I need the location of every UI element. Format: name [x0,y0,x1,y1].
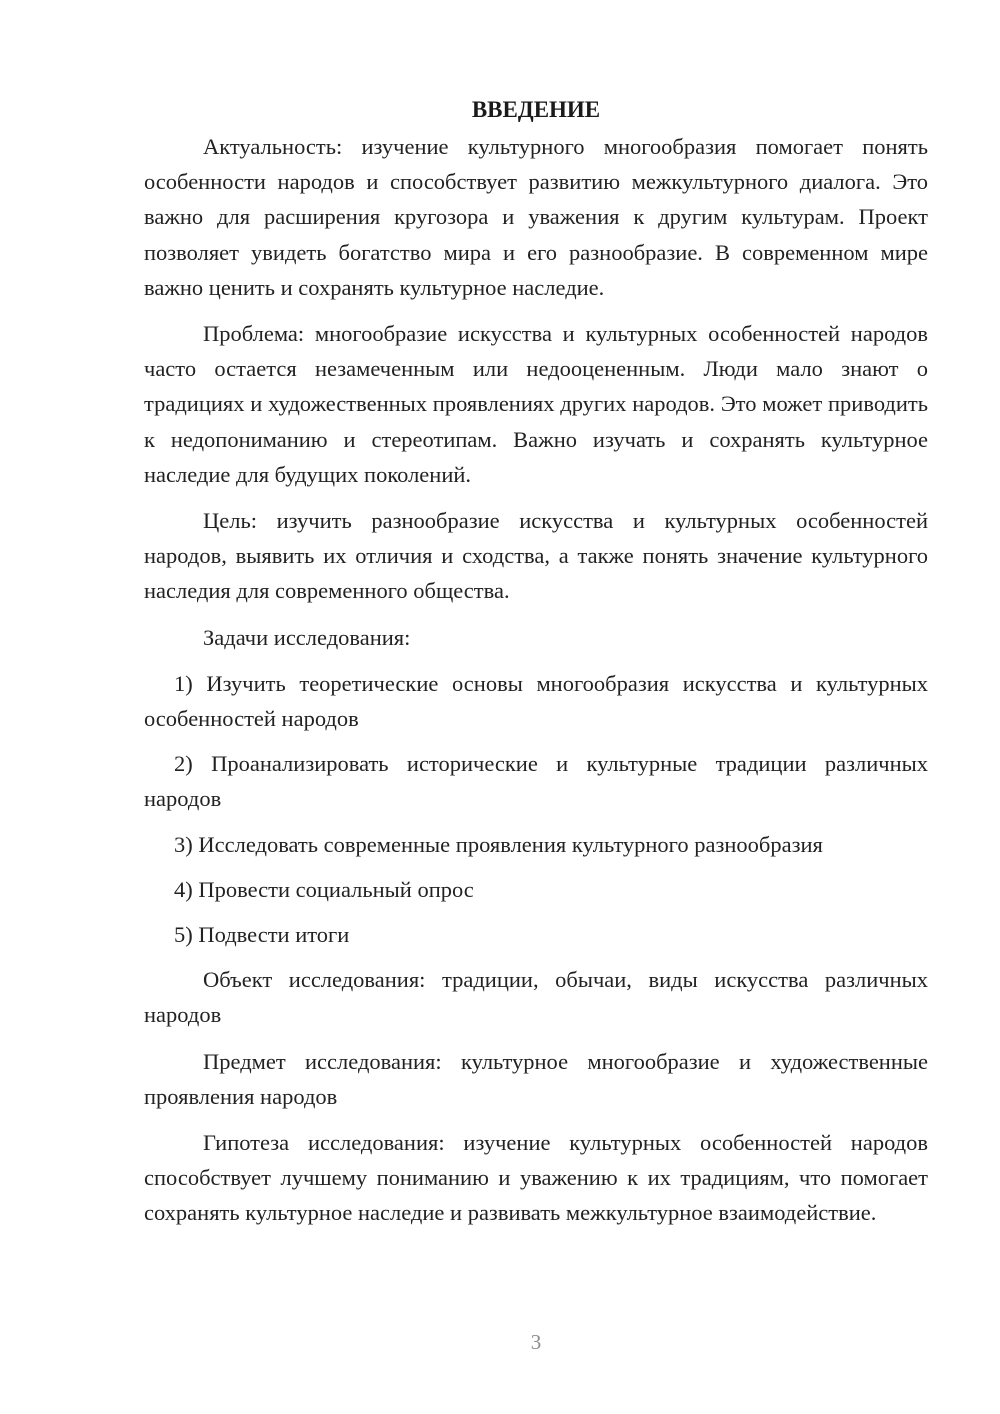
object-paragraph: Объект исследования: традиции, обычаи, виды искусства различных народов [144,967,928,1028]
page-title: ВВЕДЕНИЕ [471,97,601,122]
goal-paragraph: Цель: изучить разнообразие искусства и культурных особенностей народов, выявить их отличия и сходства, а также понять значение культурного наследия для современного общества. [144,508,928,604]
list-item: 1) Изучить теоретические основы многообразия искусства и культурных особенностей народов [144,670,928,732]
list-item: 5) Подвести итоги [174,922,350,948]
hypothesis-paragraph: Гипотеза исследования: изучение культурных особенностей народов способствует лучшему пониманию и уважению к их традициям, что помогает сохранять культурное наследие и развивать межкультурное взаимодействие. [144,1130,928,1226]
list-item: 3) Исследовать современные проявления культурного разнообразия [174,831,823,857]
problem-paragraph: Проблема: многообразие искусства и культурных особенностей народов часто остается незамеченным или недооцененным. Люди мало знают о традициях и художественных проявлениях других народов. Это может приводить к недопониманию и стереотипам. Важно изучать и сохранять культурное наследие для будущих поколений. [144,321,928,487]
tasks-list [144,666,928,952]
relevance-paragraph: Актуальность: изучение культурного многообразия помогает понять особенности народов и способствует развитию межкультурного диалога. Это важно для расширения кругозора и уважения к другим культурам. Проект позволяет увидеть богатство мира и его разнообразие. В современном мире важно ценить и сохранять культурное наследие. [144,134,928,300]
document-page [144,93,928,1242]
page-number: 3 [530,1330,542,1354]
list-item: 2) Проанализировать исторические и культурные традиции различных народов [144,751,928,812]
list-item: 4) Провести социальный опрос [174,876,474,902]
subject-paragraph: Предмет исследования: культурное многообразие и художественные проявления народов [144,1048,928,1109]
tasks-title: Задачи исследования: [203,624,411,650]
